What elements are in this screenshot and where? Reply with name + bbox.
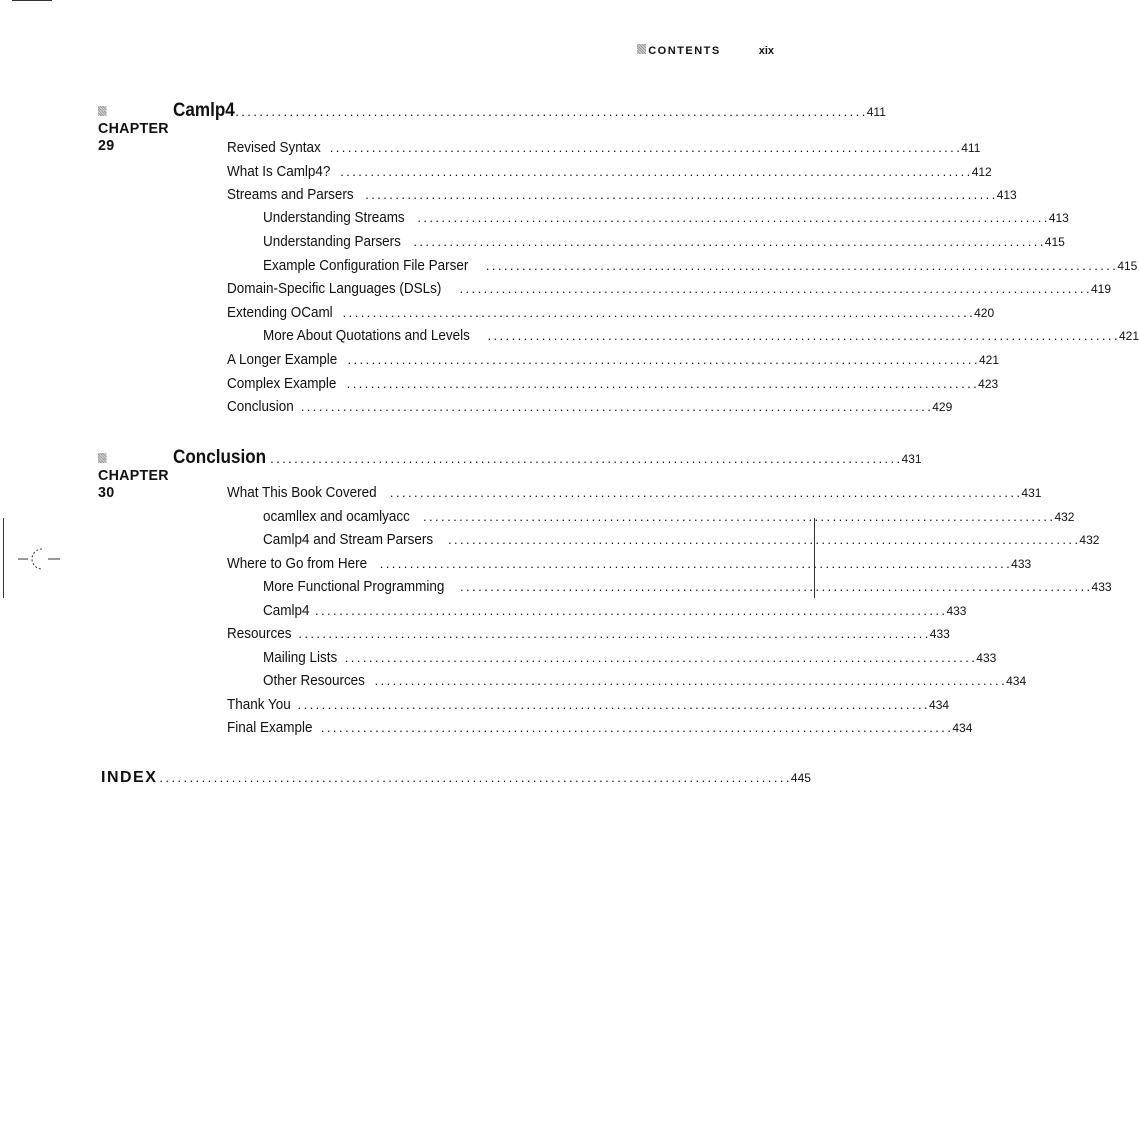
toc-subentry[interactable]: Other Resources . . . 434 [263,672,712,690]
page-folio: xix [758,45,774,57]
toc-subentry[interactable]: Camlp4 . . . 433 [263,602,712,620]
index-label: INDEX [101,769,158,786]
chapter-title: Conclusion [172,447,266,468]
chapter-page: 411 [866,105,886,119]
chapter-title: Camlp4 [172,100,235,121]
toc-entry[interactable]: A Longer Example . . . 421 [227,351,712,369]
running-head-section: CONTENTS [648,45,721,57]
toc-subentry[interactable]: Camlp4 and Stream Parsers . . . 432 [263,531,712,549]
index-heading[interactable] [98,769,811,787]
chapter-marker-icon [98,453,107,463]
toc-entry[interactable]: Resources . . . 433 [227,625,712,643]
toc-entry[interactable]: Final Example . . . 434 [227,719,712,737]
toc-subentry[interactable]: More Functional Programming . . . 433 [263,578,712,596]
toc-subentry[interactable]: Example Configuration File Parser . . . 415 [263,257,712,275]
dot-leader [270,451,899,466]
section-marker-icon [637,44,646,54]
dot-leader [159,770,788,785]
toc-subentry[interactable]: Understanding Streams . . . 413 [263,209,712,227]
running-head [637,44,774,57]
index-page: 445 [790,771,811,785]
crop-mark-left-upper [3,518,4,598]
toc-entry[interactable]: What This Book Covered . . . 431 [227,484,712,502]
chapter-marker-icon [98,106,107,116]
chapter-label: CHAPTER 29 [98,103,169,154]
toc-entry[interactable]: Revised Syntax . . . 411 [227,139,712,157]
toc-subentry[interactable]: Mailing Lists . . . 433 [263,649,712,667]
dot-leader [235,104,864,119]
chapter-label: CHAPTER 30 [98,450,169,501]
toc-entry[interactable]: Thank You . . . 434 [227,696,712,714]
toc-subentry[interactable]: Understanding Parsers . . . 415 [263,233,712,251]
toc-subentry[interactable]: More About Quotations and Levels . . . 421 [263,327,712,345]
toc-entry[interactable]: What Is Camlp4? . . . 412 [227,163,712,181]
toc-entry[interactable]: Streams and Parsers . . . 413 [227,186,712,204]
chapter-page: 431 [901,452,922,466]
toc-entry[interactable]: Extending OCaml . . . 420 [227,304,712,322]
toc-entry[interactable]: Domain-Specific Languages (DSLs) . . . 419 [227,280,712,298]
toc-subentry[interactable]: ocamllex and ocamlyacc . . . 432 [263,508,712,526]
toc-entry[interactable]: Complex Example . . . 423 [227,375,712,393]
toc-entry[interactable]: Conclusion . . . 429 [227,398,712,416]
registration-mark-icon [18,545,64,575]
crop-mark-top [12,0,52,1]
toc-entry[interactable]: Where to Go from Here . . . 433 [227,555,712,573]
